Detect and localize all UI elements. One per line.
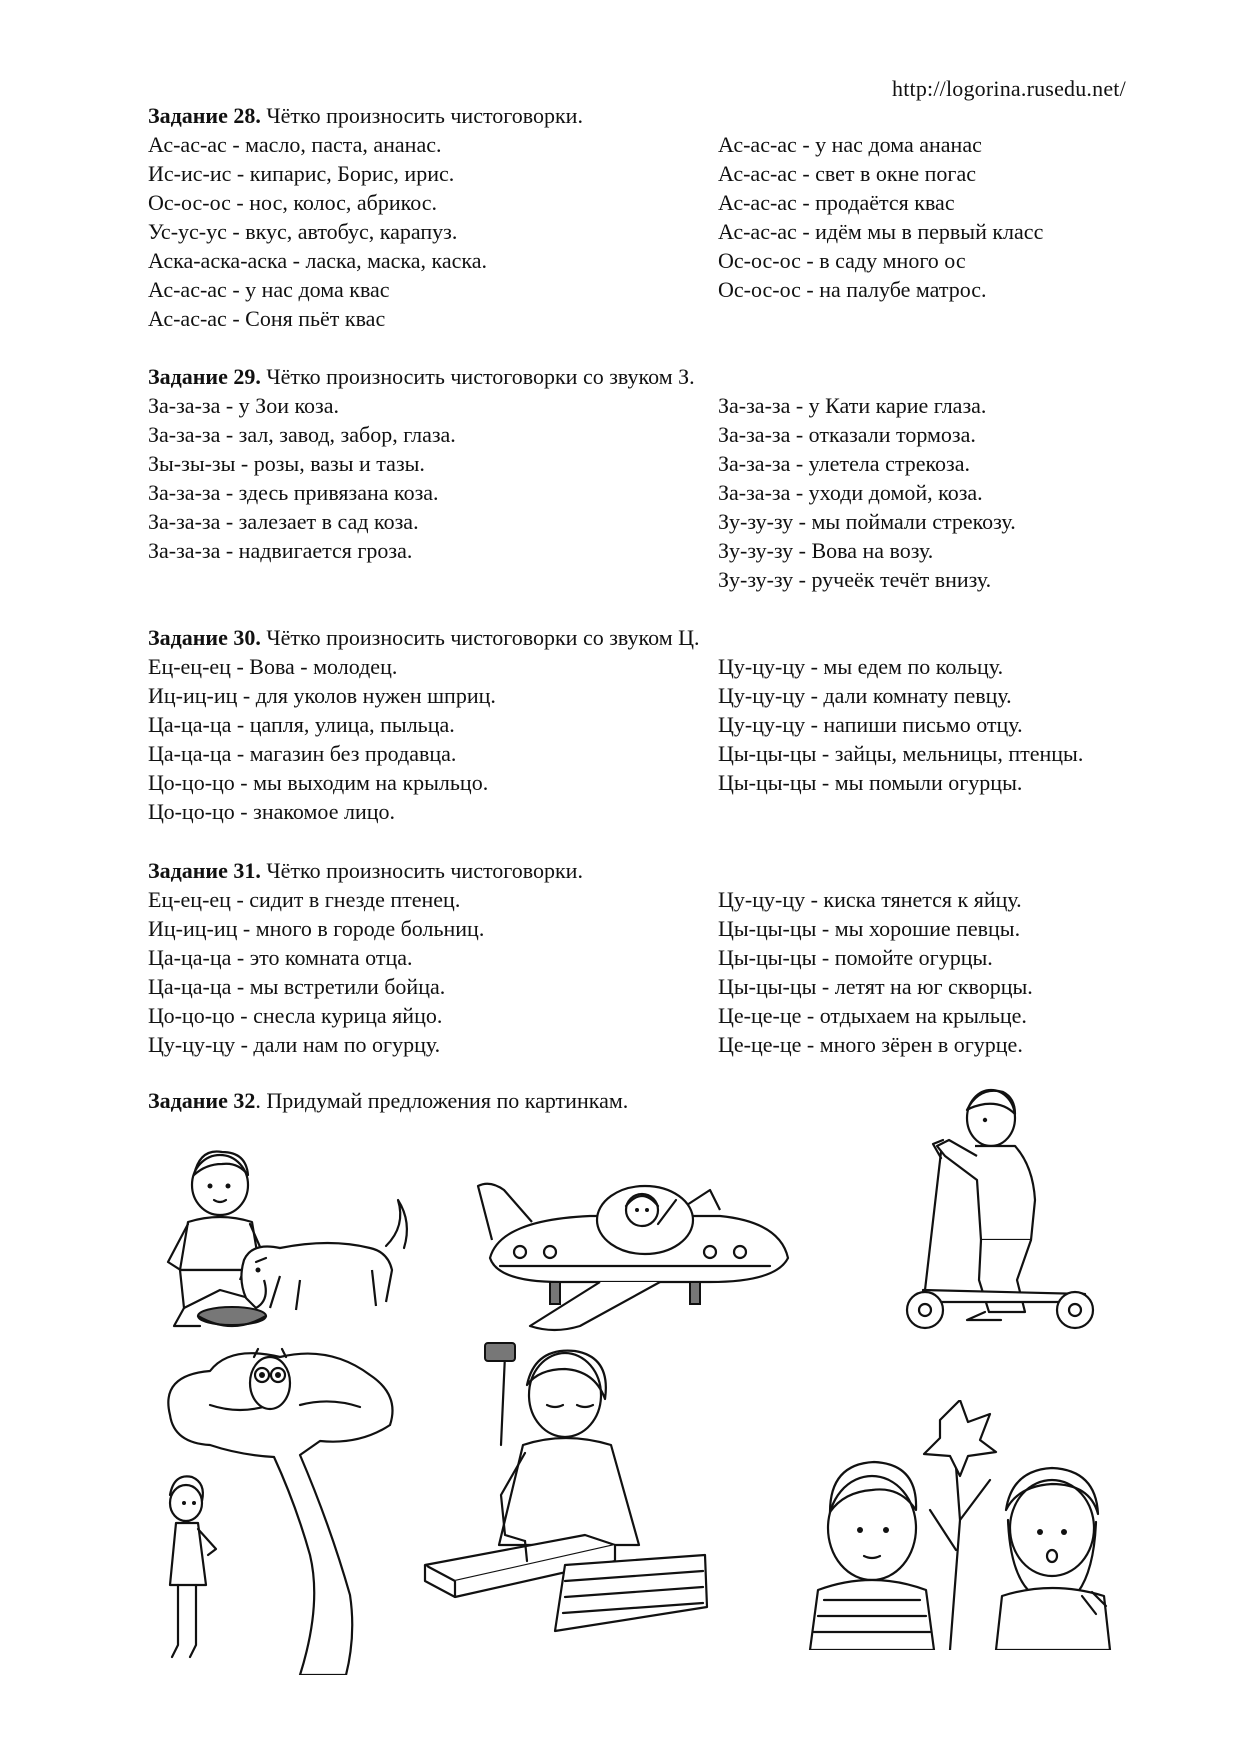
tongue-twister-line: За-за-за - залезает в сад коза. (148, 509, 419, 534)
tongue-twister-line: Ас-ас-ас - у нас дома ананас (718, 132, 982, 157)
girl-and-owl-picture (150, 1345, 420, 1675)
boy-on-scooter-picture (885, 1080, 1110, 1350)
tongue-twister-line: Иц-иц-иц - для уколов нужен шприц. (148, 683, 496, 708)
right-column (718, 885, 1033, 1059)
tongue-twister-line: Ос-ос-ос - на палубе матрос. (718, 277, 987, 302)
tongue-twister-line: Цы-цы-цы - зайцы, мельницы, птенцы. (718, 741, 1084, 766)
right-column (718, 652, 1083, 797)
task-title (148, 362, 1148, 391)
tongue-twister-line: За-за-за - у Зои коза. (148, 393, 339, 418)
tongue-twister-line: Цо-цо-цо - знакомое лицо. (148, 799, 395, 824)
tongue-twister-line: Ца-ца-ца - цапля, улица, пыльца. (148, 712, 455, 737)
tongue-twister-line: Ос-ос-ос - в саду много ос (718, 248, 966, 273)
tongue-twister-line: Ас-ас-ас - масло, паста, ананас. (148, 132, 442, 157)
tongue-twister-line: Цо-цо-цо - снесла курица яйцо. (148, 1003, 443, 1028)
task-instruction: Чётко произносить чистоговорки. (260, 858, 583, 883)
tongue-twister-line: Цы-цы-цы - помойте огурцы. (718, 945, 993, 970)
tongue-twister-line: Цы-цы-цы - мы помыли огурцы. (718, 770, 1023, 795)
tongue-twister-line: Ас-ас-ас - свет в окне погас (718, 161, 976, 186)
right-column (718, 391, 1016, 594)
left-column (148, 130, 487, 333)
tongue-twister-line: Ец-ец-ец - сидит в гнезде птенец. (148, 887, 461, 912)
task-instruction: Чётко произносить чистоговорки со звуком З. (260, 364, 695, 389)
right-column (718, 130, 1043, 304)
source-url[interactable]: http://logorina.rusedu.net/ (892, 76, 1126, 101)
task-28 (148, 101, 1148, 331)
tongue-twister-line: Ец-ец-ец - Вова - молодец. (148, 654, 398, 679)
task-title (148, 101, 1148, 130)
tongue-twister-line: Цы-цы-цы - летят на юг скворцы. (718, 974, 1033, 999)
tongue-twister-line: Ос-ос-ос - нос, колос, абрикос. (148, 190, 438, 215)
left-column (148, 885, 484, 1059)
tongue-twister-line: Ца-ца-ца - магазин без продавца. (148, 741, 457, 766)
tongue-twister-line: Ас-ас-ас - у нас дома квас (148, 277, 390, 302)
task-instruction: Чётко произносить чистоговорки со звуком Ц. (260, 625, 700, 650)
tongue-twister-line: За-за-за - зал, завод, забор, глаза. (148, 422, 456, 447)
tongue-twister-line: Це-це-це - много зёрен в огурце. (718, 1032, 1023, 1057)
tongue-twister-line: Цы-цы-цы - мы хорошие певцы. (718, 916, 1021, 941)
tongue-twister-line: Ус-ус-ус - вкус, автобус, карапуз. (148, 219, 458, 244)
tongue-twister-line: Аска-аска-аска - ласка, маска, каска. (148, 248, 488, 273)
tongue-twister-line: Цу-цу-цу - дали нам по огурцу. (148, 1032, 441, 1057)
task-number: Задание 29. (148, 364, 261, 389)
task-number: Задание 31. (148, 858, 261, 883)
tongue-twister-line: Зу-зу-зу - мы поймали стрекозу. (718, 509, 1016, 534)
tongue-twister-line: За-за-за - здесь привязана коза. (148, 480, 439, 505)
airplane-picture (470, 1150, 800, 1345)
tongue-twister-line: За-за-за - надвигается гроза. (148, 538, 413, 563)
tongue-twister-line: Зы-зы-зы - розы, вазы и тазы. (148, 451, 425, 476)
left-column (148, 652, 496, 826)
task-number: Задание 30. (148, 625, 261, 650)
task-30 (148, 623, 1148, 824)
children-autumn-picture (800, 1400, 1120, 1650)
tongue-twister-line: Ис-ис-ис - кипарис, Борис, ирис. (148, 161, 455, 186)
tongue-twister-line: Ца-ца-ца - это комната отца. (148, 945, 413, 970)
tongue-twister-line: Ас-ас-ас - идём мы в первый класс (718, 219, 1044, 244)
tongue-twister-line: Цу-цу-цу - киска тянется к яйцу. (718, 887, 1022, 912)
tongue-twister-line: За-за-за - улетела стрекоза. (718, 451, 971, 476)
tongue-twister-line: За-за-за - отказали тормоза. (718, 422, 976, 447)
task-instruction: Чётко произносить чистоговорки. (260, 103, 583, 128)
left-column (148, 391, 456, 565)
boy-and-dog-picture (160, 1130, 430, 1335)
tongue-twister-line: Ас-ас-ас - Соня пьёт квас (148, 306, 386, 331)
tongue-twister-line: Цу-цу-цу - дали комнату певцу. (718, 683, 1012, 708)
tongue-twister-line: Зу-зу-зу - Вова на возу. (718, 538, 934, 563)
task-29 (148, 362, 1148, 592)
tongue-twister-line: За-за-за - уходи домой, коза. (718, 480, 983, 505)
tongue-twister-line: Ца-ца-ца - мы встретили бойца. (148, 974, 446, 999)
task-title (148, 856, 1148, 885)
task-number: Задание 28. (148, 103, 261, 128)
tongue-twister-line: Це-це-це - отдыхаем на крыльце. (718, 1003, 1027, 1028)
tongue-twister-line: Цо-цо-цо - мы выходим на крыльцо. (148, 770, 489, 795)
tongue-twister-line: Зу-зу-зу - ручеёк течёт внизу. (718, 567, 992, 592)
task-31 (148, 856, 1148, 1057)
boy-with-hammer-picture (415, 1335, 715, 1645)
task-instruction: . Придумай предложения по картинкам. (255, 1088, 629, 1113)
task-title (148, 623, 1148, 652)
tongue-twister-line: Цу-цу-цу - напиши письмо отцу. (718, 712, 1023, 737)
tongue-twister-line: Ас-ас-ас - продаётся квас (718, 190, 955, 215)
task-number: Задание 32 (148, 1088, 256, 1113)
tongue-twister-line: Цу-цу-цу - мы едем по кольцу. (718, 654, 1004, 679)
tongue-twister-line: За-за-за - у Кати карие глаза. (718, 393, 987, 418)
tongue-twister-line: Иц-иц-иц - много в городе больниц. (148, 916, 485, 941)
